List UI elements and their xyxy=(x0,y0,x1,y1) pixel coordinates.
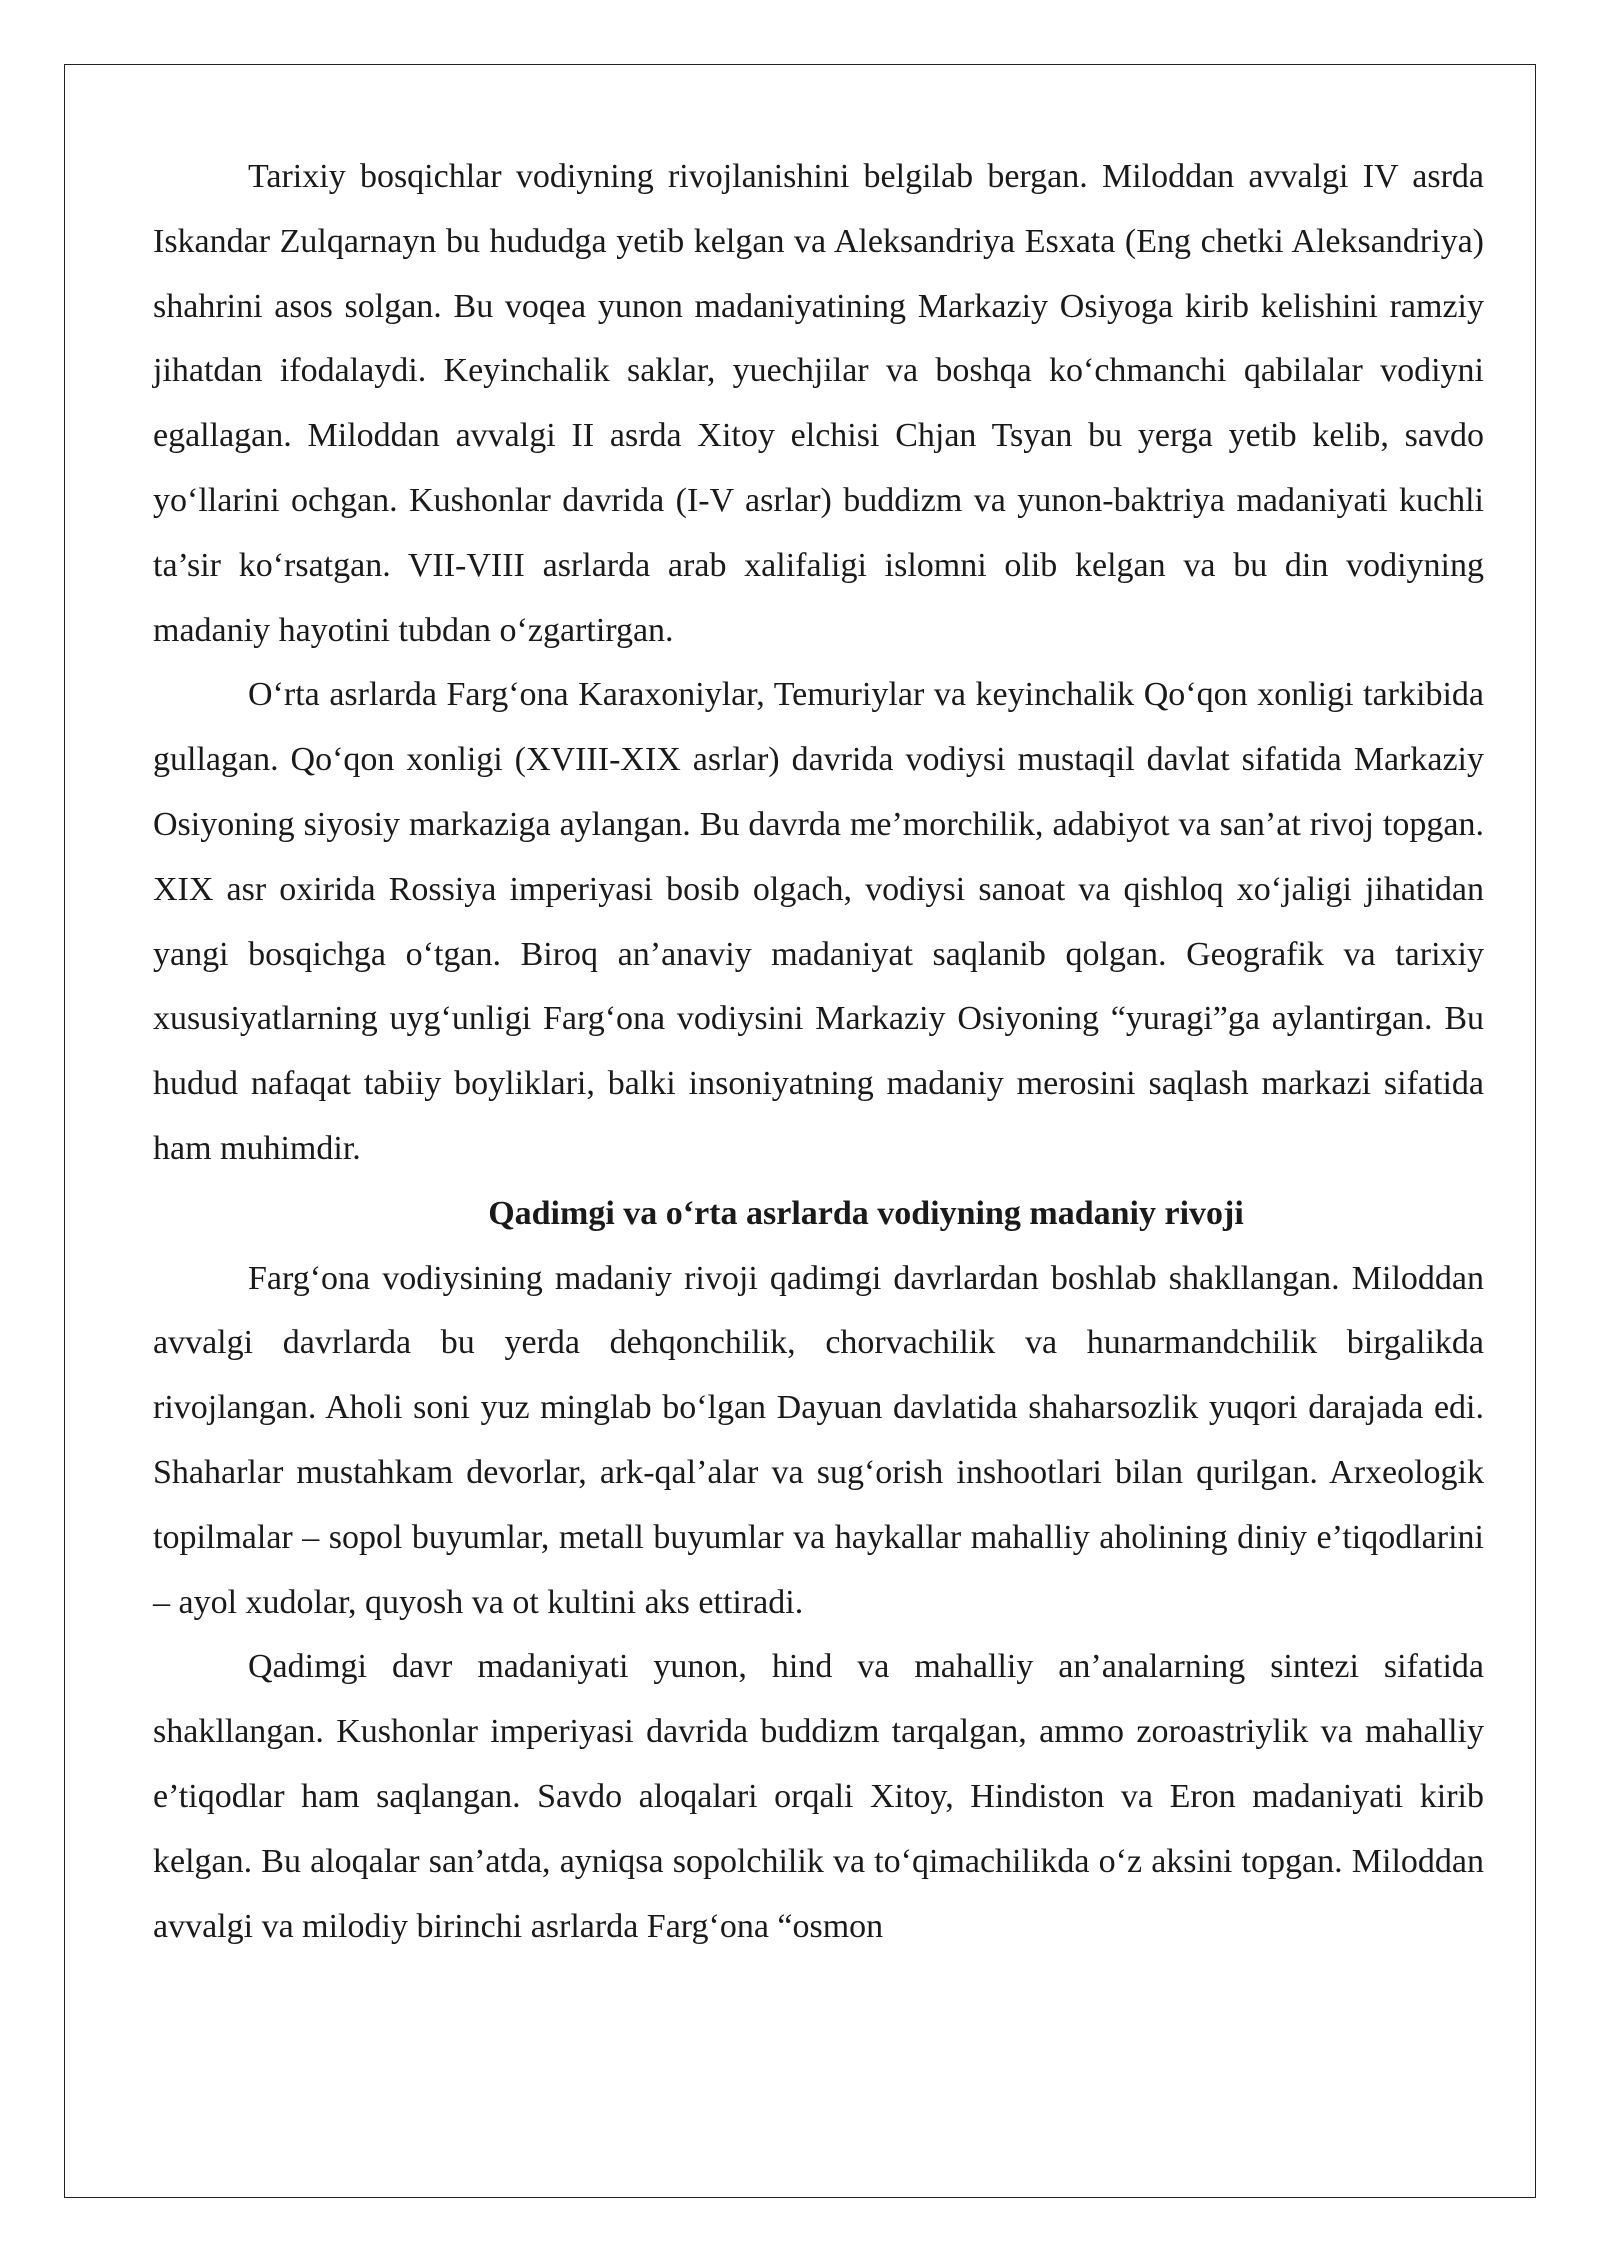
section-heading: Qadimgi va o‘rta asrlarda vodiyning madaniy rivoji xyxy=(488,1194,1244,1232)
paragraph-ancient-culture: Qadimgi davr madaniyati yunon, hind va mahalliy an’analarning sintezi sifatida shakllangan. Kushonlar imperiyasi davrida buddizm tarqalgan, ammo zoroastriylik va mahalliy e’tiqodlar ham saqlangan. Savdo aloqalari orqali Xitoy, Hindiston va Eron madaniyati kirib kelgan. Bu aloqalar san’atda, ayniqsa sopolchilik va to‘qimachilikda o‘z aksini topgan. Miloddan avvalgi va milodiy birinchi asrlarda Farg‘ona “osmon xyxy=(153,1648,1484,1945)
paragraph-cultural-development: Farg‘ona vodiysining madaniy rivoji qadimgi davrlardan boshlab shakllangan. Miloddan avvalgi davrlarda bu yerda dehqonchilik, chorvachilik va hunarmandchilik birgalikda rivojlangan. Aholi soni yuz minglab bo‘lgan Dayuan davlatida shaharsozlik yuqori darajada edi. Shaharlar mustahkam devorlar, ark-qal’alar va sug‘orish inshootlari bilan qurilgan. Arxeologik topilmalar – sopol buyumlar, metall buyumlar va haykallar mahalliy aholining diniy e’tiqodlarini – ayol xudolar, quyosh va ot kultini aks ettiradi. xyxy=(153,1259,1484,1621)
document-body xyxy=(153,145,1484,1959)
paragraph-historical-stages: Tarixiy bosqichlar vodiyning rivojlanishini belgilab bergan. Miloddan avvalgi IV asrda Iskandar Zulqarnayn bu hududga yetib kelgan va Aleksandriya Esxata (Eng chetki Aleksandriya) shahrini asos solgan. Bu voqea yunon madaniyatining Markaziy Osiyoga kirib kelishini ramziy jihatdan ifodalaydi. Keyinchalik saklar, yuechjilar va boshqa ko‘chmanchi qabilalar vodiyni egallagan. Miloddan avvalgi II asrda Xitoy elchisi Chjan Tsyan bu yerga yetib kelib, savdo yo‘llarini ochgan. Kushonlar davrida (I-V asrlar) buddizm va yunon-baktriya madaniyati kuchli ta’sir ko‘rsatgan. VII-VIII asrlarda arab xalifaligi islomni olib kelgan va bu din vodiyning madaniy hayotini tubdan o‘zgartirgan. xyxy=(153,158,1484,649)
paragraph-middle-ages: O‘rta asrlarda Farg‘ona Karaxoniylar, Temuriylar va keyinchalik Qo‘qon xonligi tarkibida gullagan. Qo‘qon xonligi (XVIII-XIX asrlar) davrida vodiysi mustaqil davlat sifatida Markaziy Osiyoning siyosiy markaziga aylangan. Bu davrda me’morchilik, adabiyot va san’at rivoj topgan. XIX asr oxirida Rossiya imperiyasi bosib olgach, vodiysi sanoat va qishloq xo‘jaligi jihatidan yangi bosqichga o‘tgan. Biroq an’anaviy madaniyat saqlanib qolgan. Geografik va tarixiy xususiyatlarning uyg‘unligi Farg‘ona vodiysini Markaziy Osiyoning “yuragi”ga aylantirgan. Bu hudud nafaqat tabiiy boyliklari, balki insoniyatning madaniy merosini saqlash markazi sifatida ham muhimdir. xyxy=(153,676,1484,1167)
